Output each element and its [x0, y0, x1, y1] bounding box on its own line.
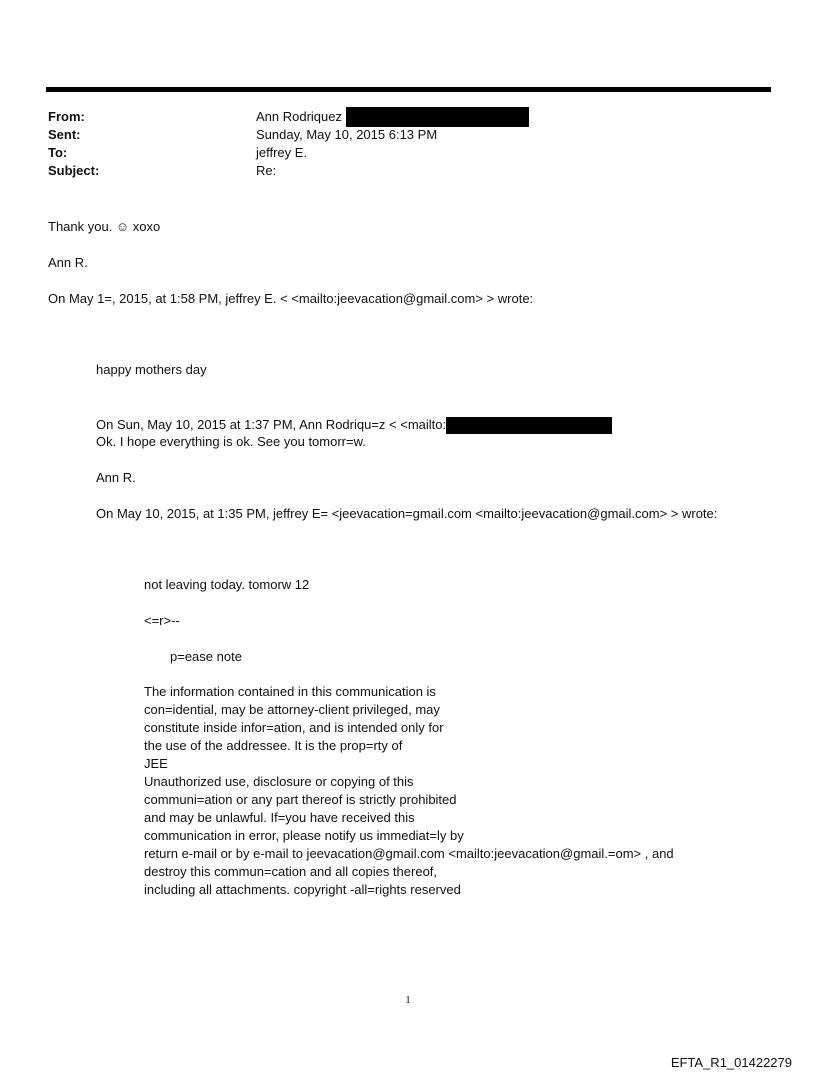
header-rule: [46, 87, 771, 92]
mothers-day-line: happy mothers day: [96, 362, 207, 377]
signature: Ann R.: [48, 255, 88, 270]
disclaimer: [144, 683, 674, 899]
sent-label: Sent:: [48, 127, 81, 142]
disclaimer-line: constitute inside infor=ation, and is intended only for: [144, 720, 444, 735]
from-row: [48, 108, 529, 126]
please-note: p=ease note: [170, 649, 242, 664]
from-label: From:: [48, 109, 85, 124]
sent-row: [48, 126, 529, 144]
subject-label: Subject:: [48, 163, 100, 178]
subject-row: [48, 162, 529, 180]
quote3-intro: On May 10, 2015, at 1:35 PM, jeffrey E= <jeevacation=gmail.com <mailto:jeevacation@gmail.com> > wrote:: [96, 506, 718, 521]
quote2-intro-row: [96, 416, 612, 434]
quote2-intro: On Sun, May 10, 2015 at 1:37 PM, Ann Rodriqu=z < <mailto:: [96, 417, 447, 432]
disclaimer-line: Unauthorized use, disclosure or copying of this: [144, 774, 414, 789]
disclaimer-line: the use of the addressee. It is the prop=rty of: [144, 738, 403, 753]
disclaimer-line: The information contained in this communication is: [144, 684, 436, 699]
disclaimer-line: destroy this commun=cation and all copies thereof,: [144, 864, 438, 879]
quote2-line: Ok. I hope everything is ok. See you tomorr=w.: [96, 434, 366, 449]
sent-value: Sunday, May 10, 2015 6:13 PM: [256, 127, 438, 142]
not-leaving-line: not leaving today. tomorw 12: [144, 577, 310, 592]
subject-value: Re:: [256, 163, 277, 178]
to-row: [48, 144, 529, 162]
thanks-line: Thank you. ☺ xoxo: [48, 219, 161, 234]
disclaimer-line: con=idential, may be attorney-client privileged, may: [144, 702, 440, 717]
quote2-signature: Ann R.: [96, 470, 136, 485]
to-label: To:: [48, 145, 68, 160]
signature-marker: <=r>--: [144, 613, 180, 628]
email-header: [48, 108, 529, 180]
redaction-quote2-email: [446, 417, 612, 434]
disclaimer-line: and may be unlawful. If=you have received this: [144, 810, 415, 825]
quote1-intro: On May 1=, 2015, at 1:58 PM, jeffrey E. < <mailto:jeevacation@gmail.com> > wrote:: [48, 291, 534, 306]
from-value: [256, 108, 529, 126]
disclaimer-line: communication in error, please notify us immediat=ly by: [144, 828, 464, 843]
document-id: EFTA_R1_01422279: [670, 1055, 792, 1070]
disclaimer-line: communi=ation or any part thereof is strictly prohibited: [144, 792, 457, 807]
from-name: Ann Rodriquez: [256, 109, 342, 124]
to-value: jeffrey E.: [256, 145, 308, 160]
page-number: 1: [405, 994, 411, 1006]
disclaimer-line: JEE: [144, 756, 168, 771]
disclaimer-line: including all attachments. copyright -all=rights reserved: [144, 882, 461, 897]
redaction-from-email: [346, 107, 529, 127]
disclaimer-line: return e-mail or by e-mail to jeevacation@gmail.com <mailto:jeevacation@gmail.=om> , and: [144, 846, 674, 861]
